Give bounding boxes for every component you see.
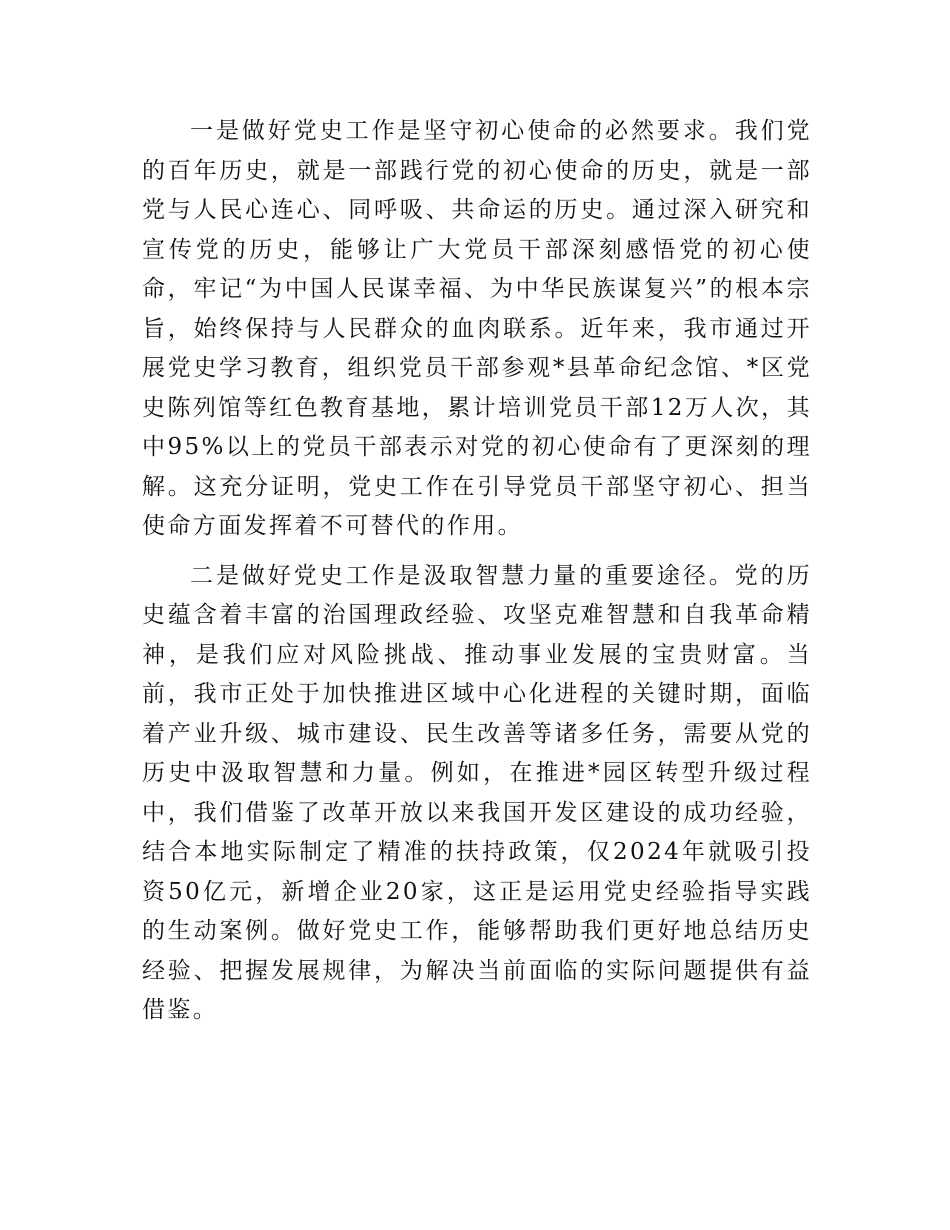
paragraph-1: 一是做好党史工作是坚守初心使命的必然要求。我们党的百年历史，就是一部践行党的初心使命的历史，就是一部党与人民心连心、同呼吸、共命运的历史。通过深入研究和宣传党的历史，能够让广大党员干部深刻感悟党的初心使命，牢记“为中国人民谋幸福、为中华民族谋复兴”的根本宗旨，始终保持与人民群众的血肉联系。近年来，我市通过开展党史学习教育，组织党员干部参观*县革命纪念馆、*区党史陈列馆等红色教育基地，累计培训党员干部12万人次，其中95%以上的党员干部表示对党的初心使命有了更深刻的理解。这充分证明，党史工作在引导党员干部坚守初心、担当使命方面发挥着不可替代的作用。 [142,118,812,539]
paragraph-2: 二是做好党史工作是汲取智慧力量的重要途径。党的历史蕴含着丰富的治国理政经验、攻坚克难智慧和自我革命精神，是我们应对风险挑战、推动事业发展的宝贵财富。当前，我市正处于加快推进区域中心化进程的关键时期，面临着产业升级、城市建设、民生改善等诸多任务，需要从党的历史中汲取智慧和力量。例如，在推进*园区转型升级过程中，我们借鉴了改革开放以来我国开发区建设的成功经验，结合本地实际制定了精准的扶持政策，仅2024年就吸引投资50亿元，新增企业20家，这正是运用党史经验指导实践的生动案例。做好党史工作，能够帮助我们更好地总结历史经验、把握发展规律，为解决当前面临的实际问题提供有益借鉴。 [142,562,812,1023]
document-body [142,112,812,1031]
